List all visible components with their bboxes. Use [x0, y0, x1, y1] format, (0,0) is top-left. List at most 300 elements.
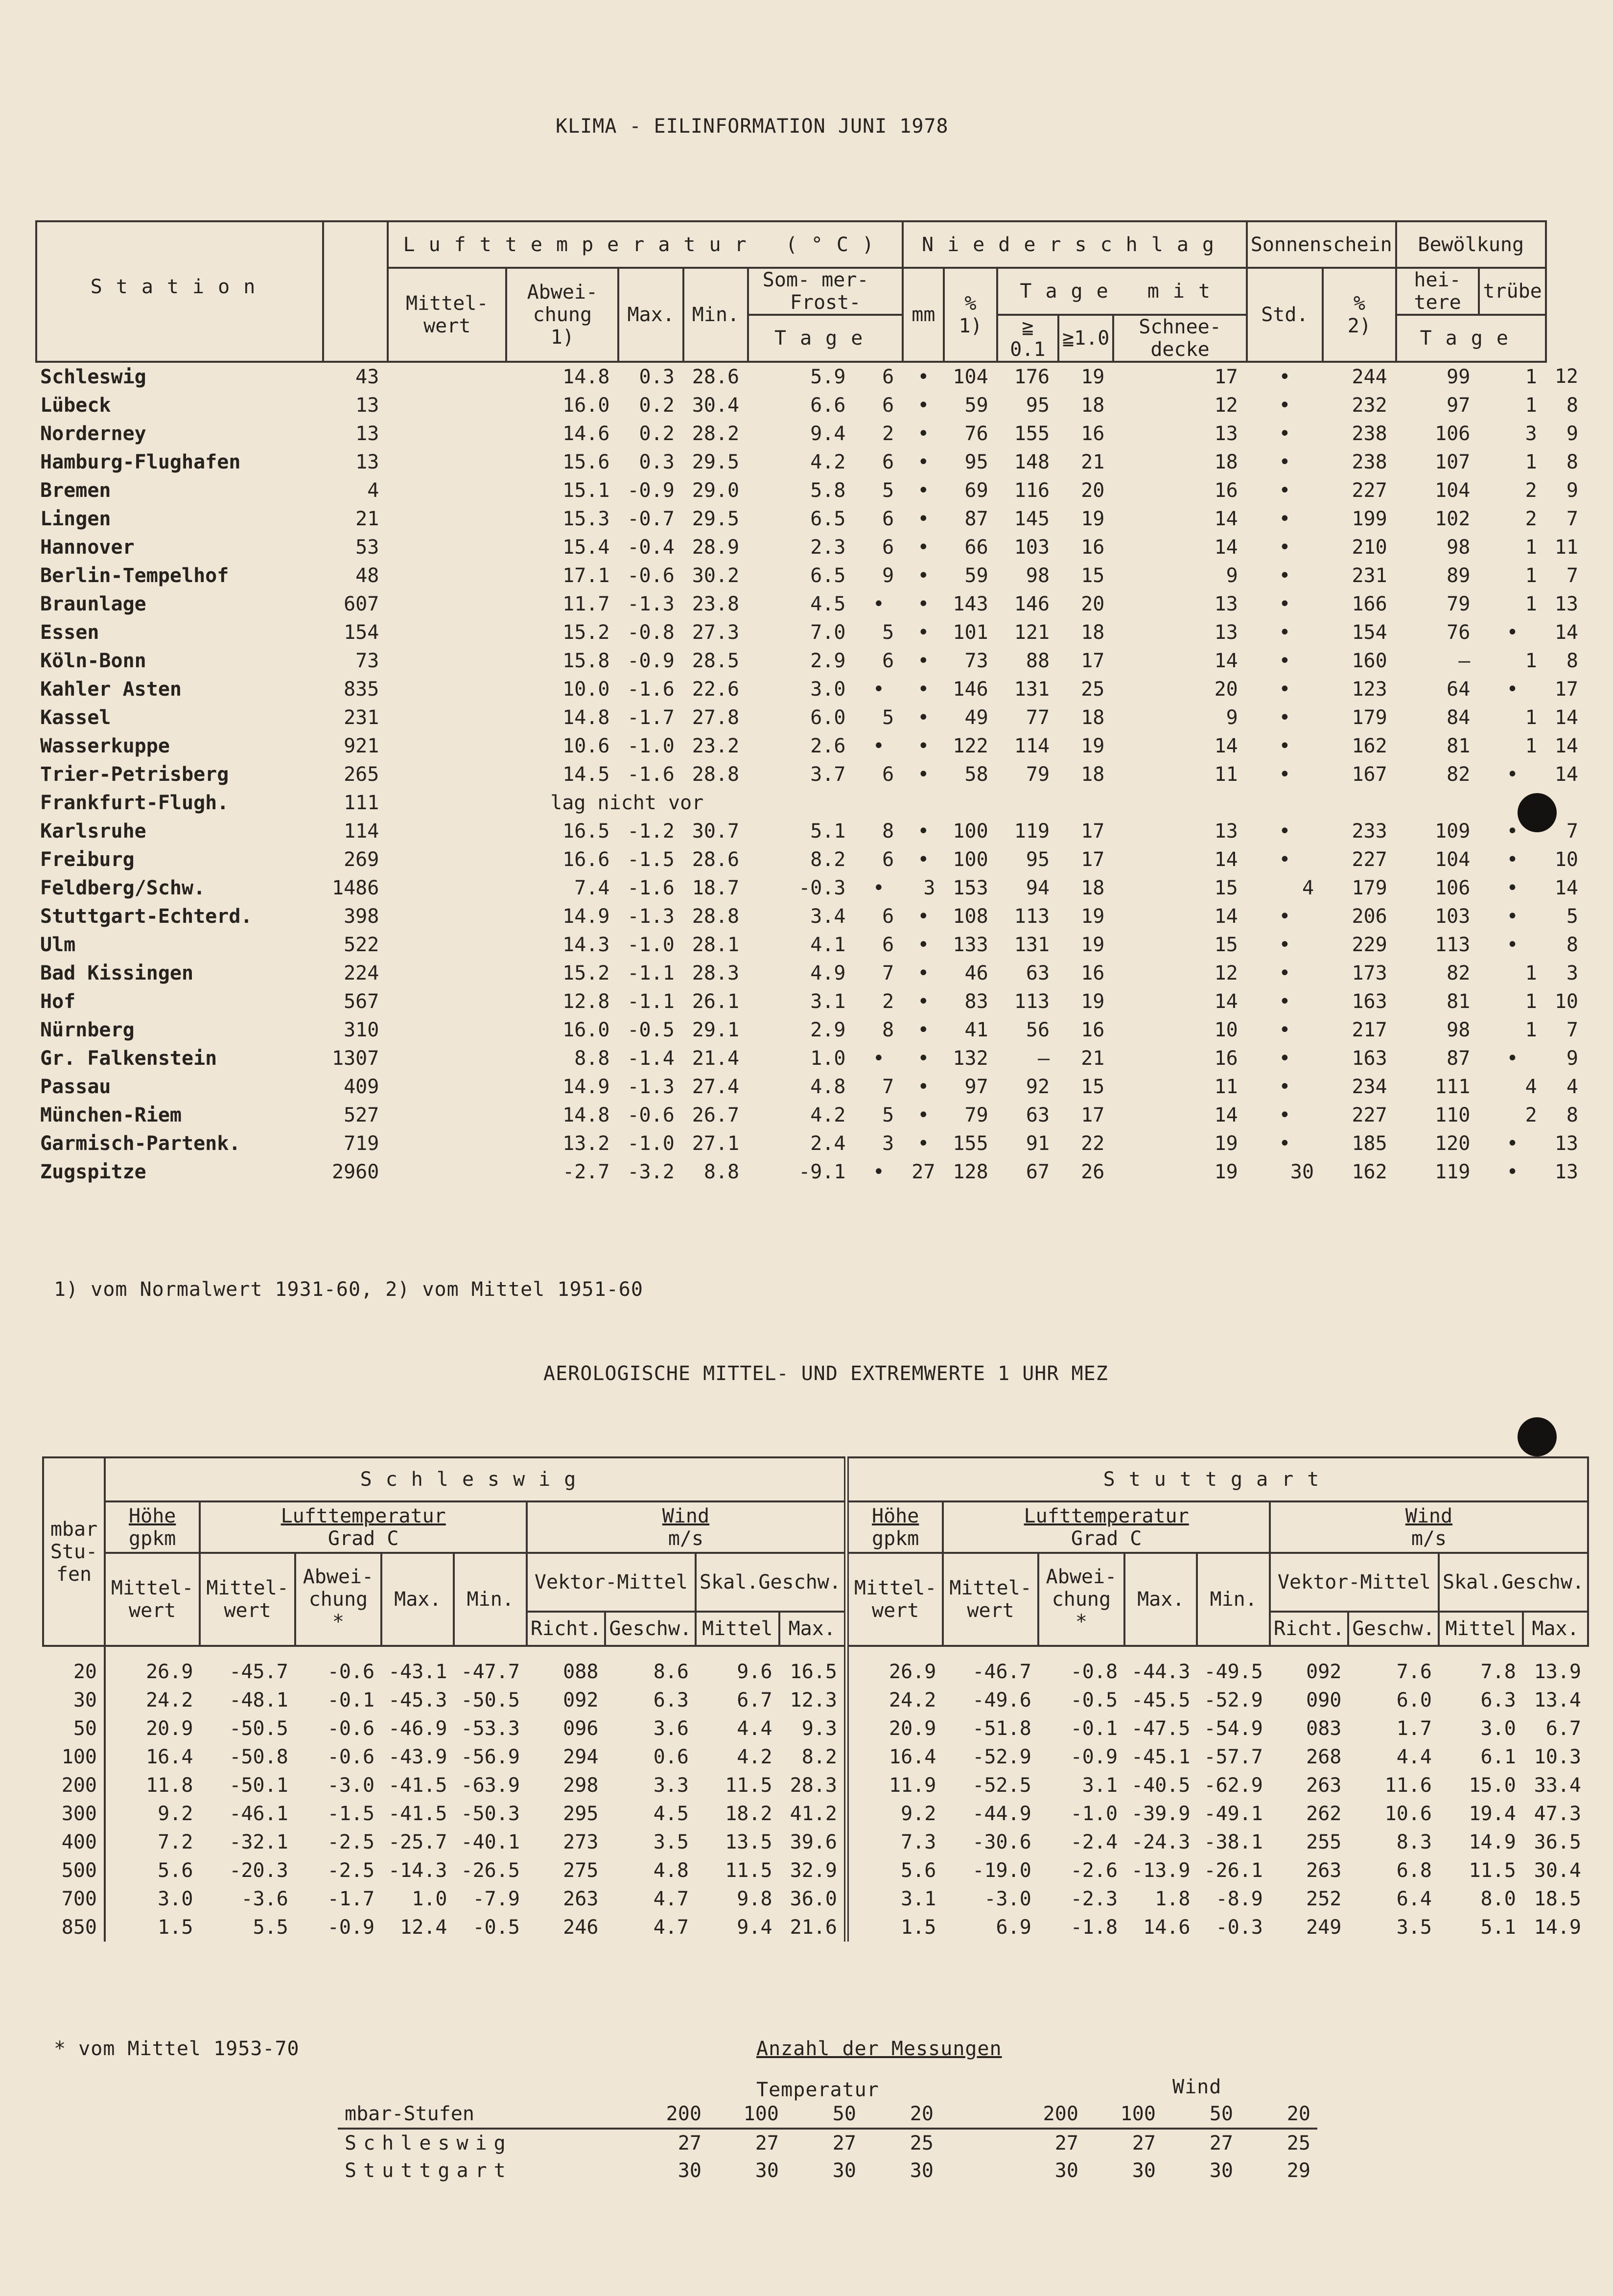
table-cell: 14.9	[1534, 1916, 1581, 1939]
table-cell: •	[1506, 905, 1519, 928]
table-cell: -57.7	[1204, 1746, 1263, 1768]
table-cell: 6.3	[1480, 1689, 1516, 1711]
table-row	[36, 931, 1587, 959]
table-cell: 15.6	[562, 451, 610, 473]
table-cell: 13	[355, 451, 379, 473]
table-row	[36, 1016, 1587, 1044]
table-cell: 30	[910, 2159, 934, 2182]
table-cell: 8	[1566, 650, 1578, 672]
table-cell: 27	[755, 2132, 779, 2155]
table-cell: -0.7	[627, 508, 675, 530]
table-cell: 8	[882, 820, 894, 843]
table-cell: -50.1	[229, 1774, 288, 1797]
table-cell: 20.9	[846, 1714, 943, 1743]
table-cell: 15.1	[562, 479, 610, 502]
table-cell: 111	[1435, 1076, 1471, 1098]
table-cell: 2	[882, 422, 894, 445]
table-cell: 25	[910, 2132, 934, 2155]
table-row	[36, 732, 1587, 760]
table-row	[338, 2157, 1317, 2184]
table-cell: 166	[1352, 593, 1387, 615]
table-row	[36, 987, 1587, 1016]
table-cell: 113	[1014, 990, 1050, 1013]
table-cell: 28.6	[692, 848, 740, 871]
table-cell: 2.9	[810, 1019, 846, 1041]
table-cell: -50.3	[461, 1803, 520, 1825]
table-cell: 9	[1566, 1047, 1578, 1070]
table-cell: -1.5	[327, 1803, 375, 1825]
max-header: Max.	[618, 268, 683, 362]
station-name: Essen	[40, 621, 99, 644]
table-cell: 167	[1352, 763, 1387, 786]
table-cell: 1	[1525, 451, 1537, 473]
table-row	[36, 874, 1587, 902]
table-cell: -43.9	[388, 1746, 447, 1768]
table-cell: 97	[1447, 394, 1471, 417]
table-cell: •	[917, 1019, 930, 1041]
table-cell: 1.5	[105, 1913, 200, 1942]
table-cell: •	[1506, 678, 1519, 701]
table-cell: -49.6	[972, 1689, 1031, 1711]
table-cell: 63	[1026, 1104, 1050, 1126]
table-row	[36, 1158, 1587, 1186]
table-cell: 4	[1302, 877, 1314, 899]
table-cell: 13.9	[1534, 1661, 1581, 1683]
table-cell: 25	[1286, 2132, 1310, 2155]
table-cell: -3.2	[627, 1161, 675, 1183]
table-cell: 100	[953, 820, 988, 843]
table-cell: •	[917, 451, 930, 473]
table-cell: -25.7	[388, 1831, 447, 1853]
table-cell: 26.1	[692, 990, 740, 1013]
table-cell: -40.5	[1131, 1774, 1191, 1797]
table-cell: 3.1	[810, 990, 846, 1013]
table-cell: 18	[1214, 451, 1238, 473]
table-cell: 11	[1554, 536, 1578, 559]
table-cell: 249	[1306, 1916, 1342, 1939]
table-cell: 19	[1081, 934, 1105, 956]
table-cell: 3.7	[810, 763, 846, 786]
table-cell: •	[1279, 564, 1291, 587]
table-cell: 6.0	[1396, 1689, 1432, 1711]
table-cell: 28.6	[692, 366, 740, 388]
table-cell: •	[917, 735, 930, 757]
table-cell: 29.5	[692, 508, 740, 530]
table-cell: 14	[1214, 735, 1238, 757]
table-cell: 18.2	[725, 1803, 772, 1825]
station-name: Bremen	[40, 479, 111, 502]
table-row	[43, 1885, 1588, 1913]
table-cell: 522	[344, 934, 379, 956]
table-cell: 9	[1226, 564, 1238, 587]
table-cell: 17.1	[562, 564, 610, 587]
table-cell: 28.3	[692, 962, 740, 984]
table-cell: •	[1279, 1076, 1291, 1098]
table-cell: 14.8	[562, 366, 610, 388]
table-cell: 921	[344, 735, 379, 757]
table-cell: 14	[1554, 877, 1578, 899]
table-cell: 3.0	[105, 1885, 200, 1913]
table-cell: 3.5	[653, 1831, 689, 1853]
table-cell: 2.4	[810, 1132, 846, 1155]
table-cell: •	[917, 536, 930, 559]
table-cell: -38.1	[1204, 1831, 1263, 1853]
table-cell: 1	[1525, 394, 1537, 417]
table-cell: 4.5	[810, 593, 846, 615]
table-cell: 53	[355, 536, 379, 559]
tage2-header: Tage	[1396, 315, 1546, 362]
table-cell: 231	[344, 706, 379, 729]
table-cell: 088	[563, 1661, 599, 1683]
table-cell: 4.2	[737, 1746, 772, 1768]
table-cell: 263	[1306, 1774, 1342, 1797]
table-cell: 91	[1026, 1132, 1050, 1155]
table-cell: 3.1	[846, 1885, 943, 1913]
table-cell: 29.1	[692, 1019, 740, 1041]
table-cell: -49.1	[1204, 1803, 1263, 1825]
table-cell: -46.9	[388, 1717, 447, 1740]
station-name: Köln-Bonn	[40, 650, 146, 672]
s-vektor: Vektor-Mittel	[527, 1553, 696, 1612]
std-header: Std.	[1247, 268, 1323, 362]
table-cell: 145	[1014, 508, 1050, 530]
table-cell: 32.9	[790, 1859, 837, 1882]
t-hoehe-mittel: Mittel- wert	[846, 1553, 943, 1646]
table-cell: 79	[964, 1104, 988, 1126]
table-cell: -46.7	[972, 1661, 1031, 1683]
table-cell: 13	[1554, 1132, 1578, 1155]
table-cell: 113	[1014, 905, 1050, 928]
table-row	[36, 703, 1587, 732]
station-name: Trier-Petrisberg	[40, 763, 229, 786]
table-cell: 4	[1525, 1076, 1537, 1098]
table-cell: 21	[355, 508, 379, 530]
table-cell: —	[1037, 1047, 1050, 1070]
table-cell: 2	[1525, 479, 1537, 502]
table-cell: -24.3	[1131, 1831, 1191, 1853]
table-cell: 25	[1081, 678, 1105, 701]
table-cell: •	[1279, 735, 1291, 757]
table-cell: 6.4	[1396, 1888, 1432, 1910]
table-cell: 59	[964, 564, 988, 587]
table-cell: 104	[1435, 479, 1471, 502]
s-smax: Max.	[779, 1612, 846, 1646]
table-cell: -1.6	[627, 763, 675, 786]
mbar-level: 200	[61, 1774, 97, 1797]
table-cell: 8.8	[574, 1047, 610, 1070]
table-row	[36, 590, 1587, 618]
table-cell: -0.9	[627, 650, 675, 672]
table-cell: 14.9	[562, 905, 610, 928]
table-cell: 092	[563, 1689, 599, 1711]
table-cell: 30.2	[692, 564, 740, 587]
table-cell: 4.2	[810, 451, 846, 473]
table-cell: -0.5	[1070, 1689, 1118, 1711]
niederschlag-header: Niederschlag	[903, 221, 1246, 268]
table-row	[43, 1913, 1588, 1942]
level-cell: 200	[1043, 2103, 1078, 2125]
table-cell: 66	[964, 536, 988, 559]
table-cell: 6	[882, 650, 894, 672]
table-cell: •	[917, 1076, 930, 1098]
table-cell: 82	[1447, 962, 1471, 984]
table-cell: 231	[1352, 564, 1387, 587]
level-cell: 50	[1209, 2103, 1233, 2125]
ge10-header: ≧1.0	[1058, 315, 1113, 362]
level-cell: 100	[1120, 2103, 1156, 2125]
table-cell: 101	[953, 621, 988, 644]
table-cell: 120	[1435, 1132, 1471, 1155]
table-row	[43, 1646, 1588, 1686]
table-cell: -2.6	[1070, 1859, 1118, 1882]
table-cell: -43.1	[388, 1661, 447, 1683]
table-cell: 17	[1081, 820, 1105, 843]
table-cell: 1.7	[1396, 1717, 1432, 1740]
table-cell: 5.5	[253, 1916, 288, 1939]
table-cell: 2960	[332, 1161, 379, 1183]
table-cell: 16.0	[562, 1019, 610, 1041]
table-cell: 28.2	[692, 422, 740, 445]
table-cell: -1.6	[627, 877, 675, 899]
s-temp-mittel: Mittel- wert	[200, 1553, 295, 1646]
ge01-header: ≧ 0.1	[997, 315, 1058, 362]
table-cell: -1.1	[627, 962, 675, 984]
table-cell: 11.7	[562, 593, 610, 615]
table-cell: 1.5	[846, 1913, 943, 1942]
table-cell: -1.3	[627, 905, 675, 928]
station-name: Stuttgart-Echterd.	[40, 905, 253, 928]
table-cell: 199	[1352, 508, 1387, 530]
table-cell: 7	[1566, 1019, 1578, 1041]
table-cell: 4.4	[1396, 1746, 1432, 1768]
table-cell: 14.6	[1143, 1916, 1191, 1939]
station-name: Ulm	[40, 934, 76, 956]
table-row	[36, 902, 1587, 931]
table-cell: 81	[1447, 990, 1471, 1013]
table-cell: 41	[964, 1019, 988, 1041]
table-cell: 092	[1306, 1661, 1342, 1683]
table-cell: 29.0	[692, 479, 740, 502]
table-cell: 11.5	[1469, 1859, 1516, 1882]
station-name: Kahler Asten	[40, 678, 182, 701]
table-cell: 14	[1554, 706, 1578, 729]
table-cell: 1	[1525, 366, 1537, 388]
table-cell: 9.4	[810, 422, 846, 445]
bewoelkung-header: Bewölkung	[1396, 221, 1546, 268]
table-cell: 28.1	[692, 934, 740, 956]
table-cell: 160	[1352, 650, 1387, 672]
table-cell: 10.0	[562, 678, 610, 701]
table-cell: •	[1506, 1161, 1519, 1183]
table-cell: 835	[344, 678, 379, 701]
table-cell: 119	[1014, 820, 1050, 843]
table-cell: 4.7	[653, 1916, 689, 1939]
table-cell: -45.5	[1131, 1689, 1191, 1711]
table-cell: -3.0	[327, 1774, 375, 1797]
table-cell: —	[1458, 650, 1471, 672]
table-cell: 6.1	[1480, 1746, 1516, 1768]
table-cell: -2.5	[327, 1831, 375, 1853]
table-cell: -0.9	[327, 1916, 375, 1939]
table-cell: 1	[1525, 962, 1537, 984]
table-cell: -50.8	[229, 1746, 288, 1768]
aero-table	[42, 1456, 1589, 1942]
table-cell: 6	[882, 848, 894, 871]
t-min: Min.	[1197, 1553, 1269, 1646]
table-cell: •	[872, 678, 885, 701]
table-cell: 0.2	[639, 422, 675, 445]
table-cell: 16.0	[562, 394, 610, 417]
table-cell: -26.5	[461, 1859, 520, 1882]
table-cell: 7.2	[105, 1828, 200, 1856]
table-cell: 1307	[332, 1047, 379, 1070]
table-cell: 16	[1081, 536, 1105, 559]
mm-header: mm	[903, 268, 944, 362]
table-cell: •	[917, 1132, 930, 1155]
mbar-level: 700	[61, 1888, 97, 1910]
table-cell: -0.1	[1070, 1717, 1118, 1740]
table-cell: •	[1279, 536, 1291, 559]
table-row	[36, 618, 1587, 647]
table-cell: -45.3	[388, 1689, 447, 1711]
table-row	[43, 1743, 1588, 1771]
table-cell: 2	[882, 990, 894, 1013]
table-cell: •	[917, 990, 930, 1013]
table-cell: 13	[1214, 621, 1238, 644]
table-cell: 8.2	[801, 1746, 837, 1768]
table-cell: 36.5	[1534, 1831, 1581, 1853]
table-cell: 67	[1026, 1161, 1050, 1183]
table-cell: 15.2	[562, 962, 610, 984]
table-cell: 269	[344, 848, 379, 871]
s-skal: Skal.Geschw.	[696, 1553, 846, 1612]
table-cell: 5	[1566, 905, 1578, 928]
station-name: Schleswig	[345, 2132, 513, 2155]
table-cell: 294	[563, 1746, 599, 1768]
table-cell: 1.8	[1155, 1888, 1191, 1910]
table-cell: -7.9	[472, 1888, 520, 1910]
table-cell: 3.0	[1480, 1717, 1516, 1740]
table-cell: 9.6	[737, 1661, 772, 1683]
table-cell: -50.5	[461, 1689, 520, 1711]
table-cell: 176	[1014, 366, 1050, 388]
table-cell: 16	[1081, 422, 1105, 445]
station-name: Berlin-Tempelhof	[40, 564, 229, 587]
table-cell: 30.4	[692, 394, 740, 417]
table-cell: 6	[882, 905, 894, 928]
table-cell: 7	[1566, 564, 1578, 587]
t-geschw: Geschw.	[1348, 1612, 1439, 1646]
table-cell: -0.4	[627, 536, 675, 559]
aero-title: AEROLOGISCHE MITTEL- UND EXTREMWERTE 1 UHR MEZ	[543, 1362, 1108, 1385]
table-cell: 8.8	[703, 1161, 740, 1183]
table-row	[36, 505, 1587, 533]
tage-header: Tage	[748, 315, 903, 362]
tage-mit-header: Tage mit	[997, 268, 1247, 315]
table-cell: 13.5	[725, 1831, 772, 1853]
table-cell: 4.9	[810, 962, 846, 984]
table-cell: -0.3	[798, 877, 846, 899]
table-cell: 119	[1435, 1161, 1471, 1183]
table-cell: 6.7	[1545, 1717, 1581, 1740]
table-cell: 2	[1525, 508, 1537, 530]
table-cell: 210	[1352, 536, 1387, 559]
table-cell: -1.0	[627, 934, 675, 956]
table-cell: 13	[1214, 422, 1238, 445]
table-cell: 15.8	[562, 650, 610, 672]
table-cell: -1.5	[627, 848, 675, 871]
table-cell: 244	[1352, 366, 1387, 388]
footnote-2: * vom Mittel 1953-70	[54, 2038, 300, 2060]
table-cell: 17	[1214, 366, 1238, 388]
table-cell: 4.4	[737, 1717, 772, 1740]
table-cell: 227	[1352, 1104, 1387, 1126]
table-cell: 7	[882, 1076, 894, 1098]
counts-header-row	[338, 2100, 1317, 2129]
heitere-header: hei- tere	[1396, 268, 1479, 315]
table-cell: 6	[882, 508, 894, 530]
table-cell: 41.2	[790, 1803, 837, 1825]
station-name: Stuttgart	[345, 2159, 513, 2182]
table-cell: 16	[1081, 962, 1105, 984]
abweichung-header: Abwei- chung 1)	[506, 268, 618, 362]
table-cell: 6.5	[810, 508, 846, 530]
table-cell: 224	[344, 962, 379, 984]
table-cell: 79	[1026, 763, 1050, 786]
table-cell: •	[1506, 934, 1519, 956]
table-cell: 11.8	[105, 1771, 200, 1800]
table-cell: •	[1279, 678, 1291, 701]
table-cell: 133	[953, 934, 988, 956]
table-cell: 146	[1014, 593, 1050, 615]
table-cell: 14.9	[1469, 1831, 1516, 1853]
table-cell: -41.5	[388, 1774, 447, 1797]
table-cell: -1.7	[327, 1888, 375, 1910]
table-cell: 1	[1525, 735, 1537, 757]
table-cell: •	[917, 962, 930, 984]
station-name: Garmisch-Partenk.	[40, 1132, 241, 1155]
table-cell: 14	[1214, 508, 1238, 530]
table-cell: 11	[1214, 1076, 1238, 1098]
table-cell: 27	[912, 1161, 935, 1183]
table-cell: •	[1506, 1047, 1519, 1070]
table-cell: 6.6	[810, 394, 846, 417]
table-row	[36, 562, 1587, 590]
table-cell: 15	[1214, 934, 1238, 956]
table-cell: 14.5	[562, 763, 610, 786]
table-cell: -48.1	[229, 1689, 288, 1711]
table-cell: 10.6	[1384, 1803, 1432, 1825]
table-cell: 3	[1566, 962, 1578, 984]
table-cell: 155	[1014, 422, 1050, 445]
table-cell: 3	[1525, 422, 1537, 445]
table-cell: 179	[1352, 877, 1387, 899]
counts-table	[338, 2100, 1317, 2184]
table-cell: 132	[953, 1047, 988, 1070]
table-cell: 76	[1447, 621, 1471, 644]
table-cell: 76	[964, 422, 988, 445]
table-cell: 262	[1306, 1803, 1342, 1825]
table-cell: •	[1279, 366, 1291, 388]
t-temp-mittel: Mittel- wert	[943, 1553, 1038, 1646]
table-cell: 58	[964, 763, 988, 786]
table-cell: -2.3	[1070, 1888, 1118, 1910]
t-skal: Skal.Geschw.	[1439, 1553, 1588, 1612]
table-cell: •	[1279, 422, 1291, 445]
table-cell: 18	[1081, 877, 1105, 899]
table-cell: 12.3	[790, 1689, 837, 1711]
table-cell: 9.2	[105, 1800, 200, 1828]
